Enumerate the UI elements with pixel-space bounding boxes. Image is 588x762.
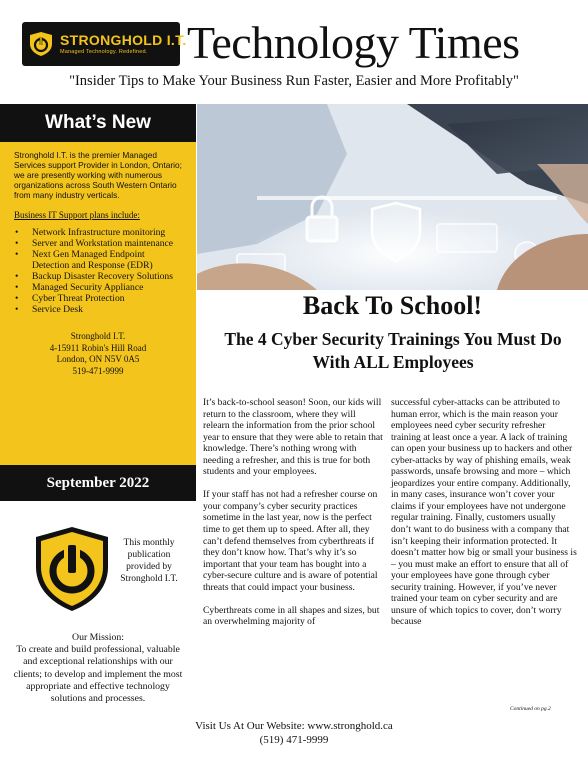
provided-by-text: This monthly publication provided by Stronghold I.T. [120, 538, 178, 584]
company-address [14, 331, 182, 377]
sidebar [0, 104, 196, 734]
address-company: Stronghold I.T. [70, 331, 126, 341]
company-info-block [0, 142, 196, 465]
article-paragraph: Cyberthreats come in all shapes and sizes, but an overwhelming majority of [203, 604, 380, 628]
stronghold-logo [22, 22, 187, 66]
footer-phone: (519) 471-9999 [259, 734, 329, 746]
article-column-2 [391, 397, 577, 639]
plan-item: • Network Infrastructure monitoring [14, 227, 182, 238]
article-paragraph: successful cyber-attacks can be attributed to human error, which is the main reason your employees need cyber security refresher training at least once a year. A lack of training can open your business up to hackers and other cyber-attacks by way of phishing emails, weak passwords, unsafe browsing and more – which jeopardizes your entire company. Additionally, in many cases, insurance won’t cover your claims if your employees have not undergone regular training. Finally, customers usually don’t want to do business with a company that isn’t keeping their information protected. It doesn’t matter how big or small your business is – you must make an effort to ensure that all of your employees have gone through cyber security training. However, if you’ve never trained your team on cyber security and are unsure of which topics to cover, don’t worry because [391, 397, 577, 628]
address-city: London, ON N5V 0A5 [56, 354, 140, 364]
power-shield-icon [28, 31, 54, 57]
plan-item: • Managed Security Appliance [14, 282, 182, 293]
footer-website[interactable]: Visit Us At Our Website: www.stronghold.ca [195, 720, 393, 732]
article-subheadline: The 4 Cyber Security Trainings You Must Do With ALL Employees [224, 329, 562, 372]
footer [0, 719, 588, 747]
hero-image [197, 104, 588, 290]
power-shield-icon [32, 525, 112, 613]
address-phone: 519-471-9999 [72, 365, 124, 376]
plan-item: • Cyber Threat Protection [14, 293, 182, 304]
mission-text: To create and build professional, valuable and exceptional relationships with our clients; to develop and implement the most appropriate and effective technology solutions and processes. [13, 644, 183, 705]
plan-item: • Next Gen Managed Endpoint Detection and Response (EDR) [14, 249, 182, 271]
newsletter-title: Technology Times [187, 17, 520, 68]
article-paragraph: If your staff has not had a refresher course on your company’s cyber security practices sometime in the last year, now is the perfect time to get them up to speed. After all, they can’t defend themselves from cyberthreats if they don’t know how. That’s why it’s so important that your team has bought into a cyber-secure culture and is aware of potential threats that could impact your business. [203, 489, 378, 593]
continued-note: Continued on pg.2 [510, 706, 551, 712]
plans-heading: Business IT Support plans include: [14, 210, 140, 220]
mission-heading: Our Mission: [72, 632, 124, 643]
newsletter-tagline: "Insider Tips to Make Your Business Run Faster, Easier and More Profitably" [69, 73, 519, 89]
article-paragraph: It’s back-to-school season! Soon, our kids will return to the classroom, where they will relearn the information from the prior school year to ensure that they were able to retain that knowledge. There’s nothing wrong with needing a refresher, and this is true for both students and your employees. [203, 397, 383, 478]
provided-by-section [0, 501, 196, 733]
plan-item: • Server and Workstation maintenance [14, 238, 182, 249]
plan-item: • Backup Disaster Recovery Solutions [14, 271, 182, 282]
plans-list [14, 227, 182, 315]
mission-statement [8, 632, 188, 705]
company-intro: Stronghold I.T. is the premier Managed Services support Provider in London, Ontario; we are presently working with numerous organizations across South Western Ontario from many industry verticals. [14, 150, 182, 200]
plan-item: • Service Desk [14, 304, 182, 315]
logo-tagline: Managed Technology. Redefined. [60, 49, 148, 55]
logo-name: STRONGHOLD I.T. [60, 32, 187, 48]
article-headline: Back To School! [302, 291, 483, 320]
issue-date: September 2022 [0, 465, 196, 501]
address-street: 4-15911 Robin's Hill Road [49, 342, 147, 353]
article-column-1 [203, 397, 383, 639]
whats-new-heading: What’s New [0, 104, 196, 142]
